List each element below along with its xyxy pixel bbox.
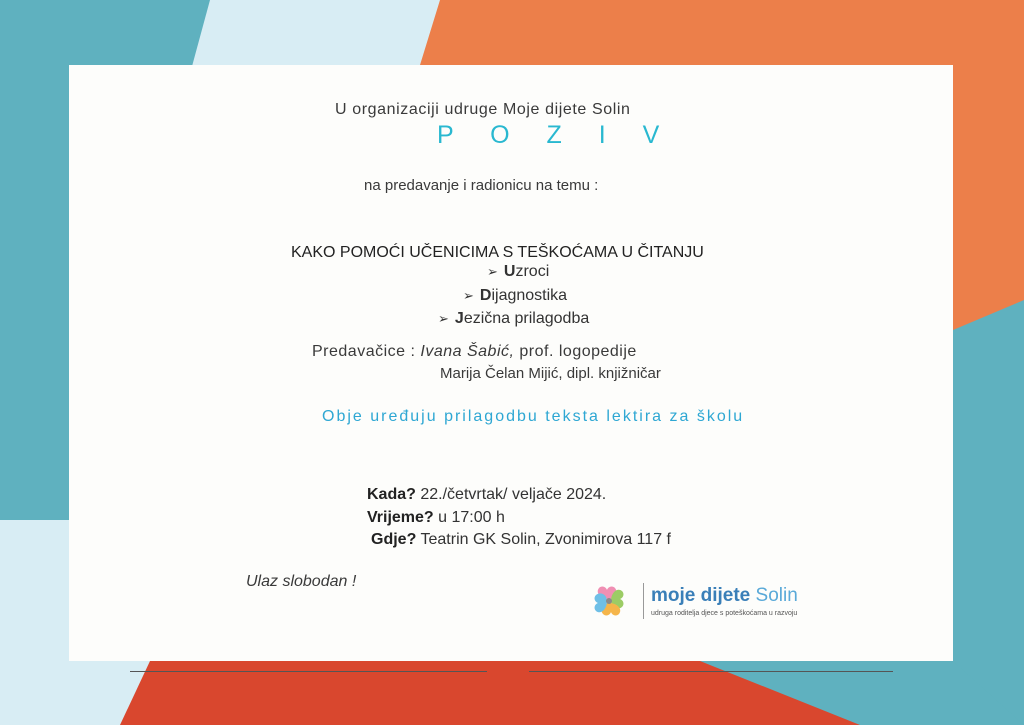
lecturer1-name: Ivana Šabić, — [420, 343, 515, 360]
where-line — [371, 531, 671, 549]
signature-line-left — [130, 671, 487, 672]
list-item: ➢ Jezična prilagodba — [438, 310, 590, 327]
where-value: Teatrin GK Solin, Zvonimirova 117 f — [416, 531, 671, 548]
arrow-bullet-icon: ➢ — [487, 264, 498, 279]
logo-divider — [643, 583, 644, 619]
lecturers-line — [312, 343, 637, 361]
organizer-intro: U organizaciji udruge Moje dijete Solin — [335, 101, 631, 118]
list-item: ➢ Dijagnostika — [463, 287, 568, 304]
lecturers-label: Predavačice : — [312, 343, 421, 360]
time-value: u 17:00 h — [433, 509, 505, 526]
lecturer2: Marija Čelan Mijić, dipl. knjižničar — [440, 365, 661, 382]
when-label: Kada? — [367, 486, 416, 503]
invitation-subtitle: na predavanje i radionicu na temu : — [364, 177, 599, 194]
logo-tagline: udruga roditelja djece s poteškoćama u razvoju — [651, 610, 798, 617]
arrow-bullet-icon: ➢ — [463, 288, 474, 303]
invitation-card — [69, 65, 953, 661]
flower-logo-icon — [587, 579, 631, 623]
arrow-bullet-icon: ➢ — [438, 311, 449, 326]
where-label: Gdje? — [371, 531, 417, 548]
entry-note: Ulaz slobodan ! — [246, 573, 357, 590]
when-value: 22./četvrtak/ veljače 2024. — [415, 486, 607, 503]
time-line — [367, 509, 505, 527]
organization-logo — [587, 579, 837, 623]
when-line — [367, 486, 606, 504]
logo-name: moje dijete Solin — [651, 585, 798, 606]
list-item: ➢ Uzroci — [487, 263, 550, 280]
signature-line-right — [529, 671, 893, 672]
both-note: Obje uređuju prilagodbu teksta lektira za školu — [322, 408, 745, 425]
lecture-topic: KAKO POMOĆI UČENICIMA S TEŠKOĆAMA U ČITANJU — [291, 244, 704, 261]
time-label: Vrijeme? — [367, 509, 434, 526]
lecturer1-title: prof. logopedije — [514, 343, 637, 360]
invitation-title: P O Z I V — [437, 121, 675, 149]
